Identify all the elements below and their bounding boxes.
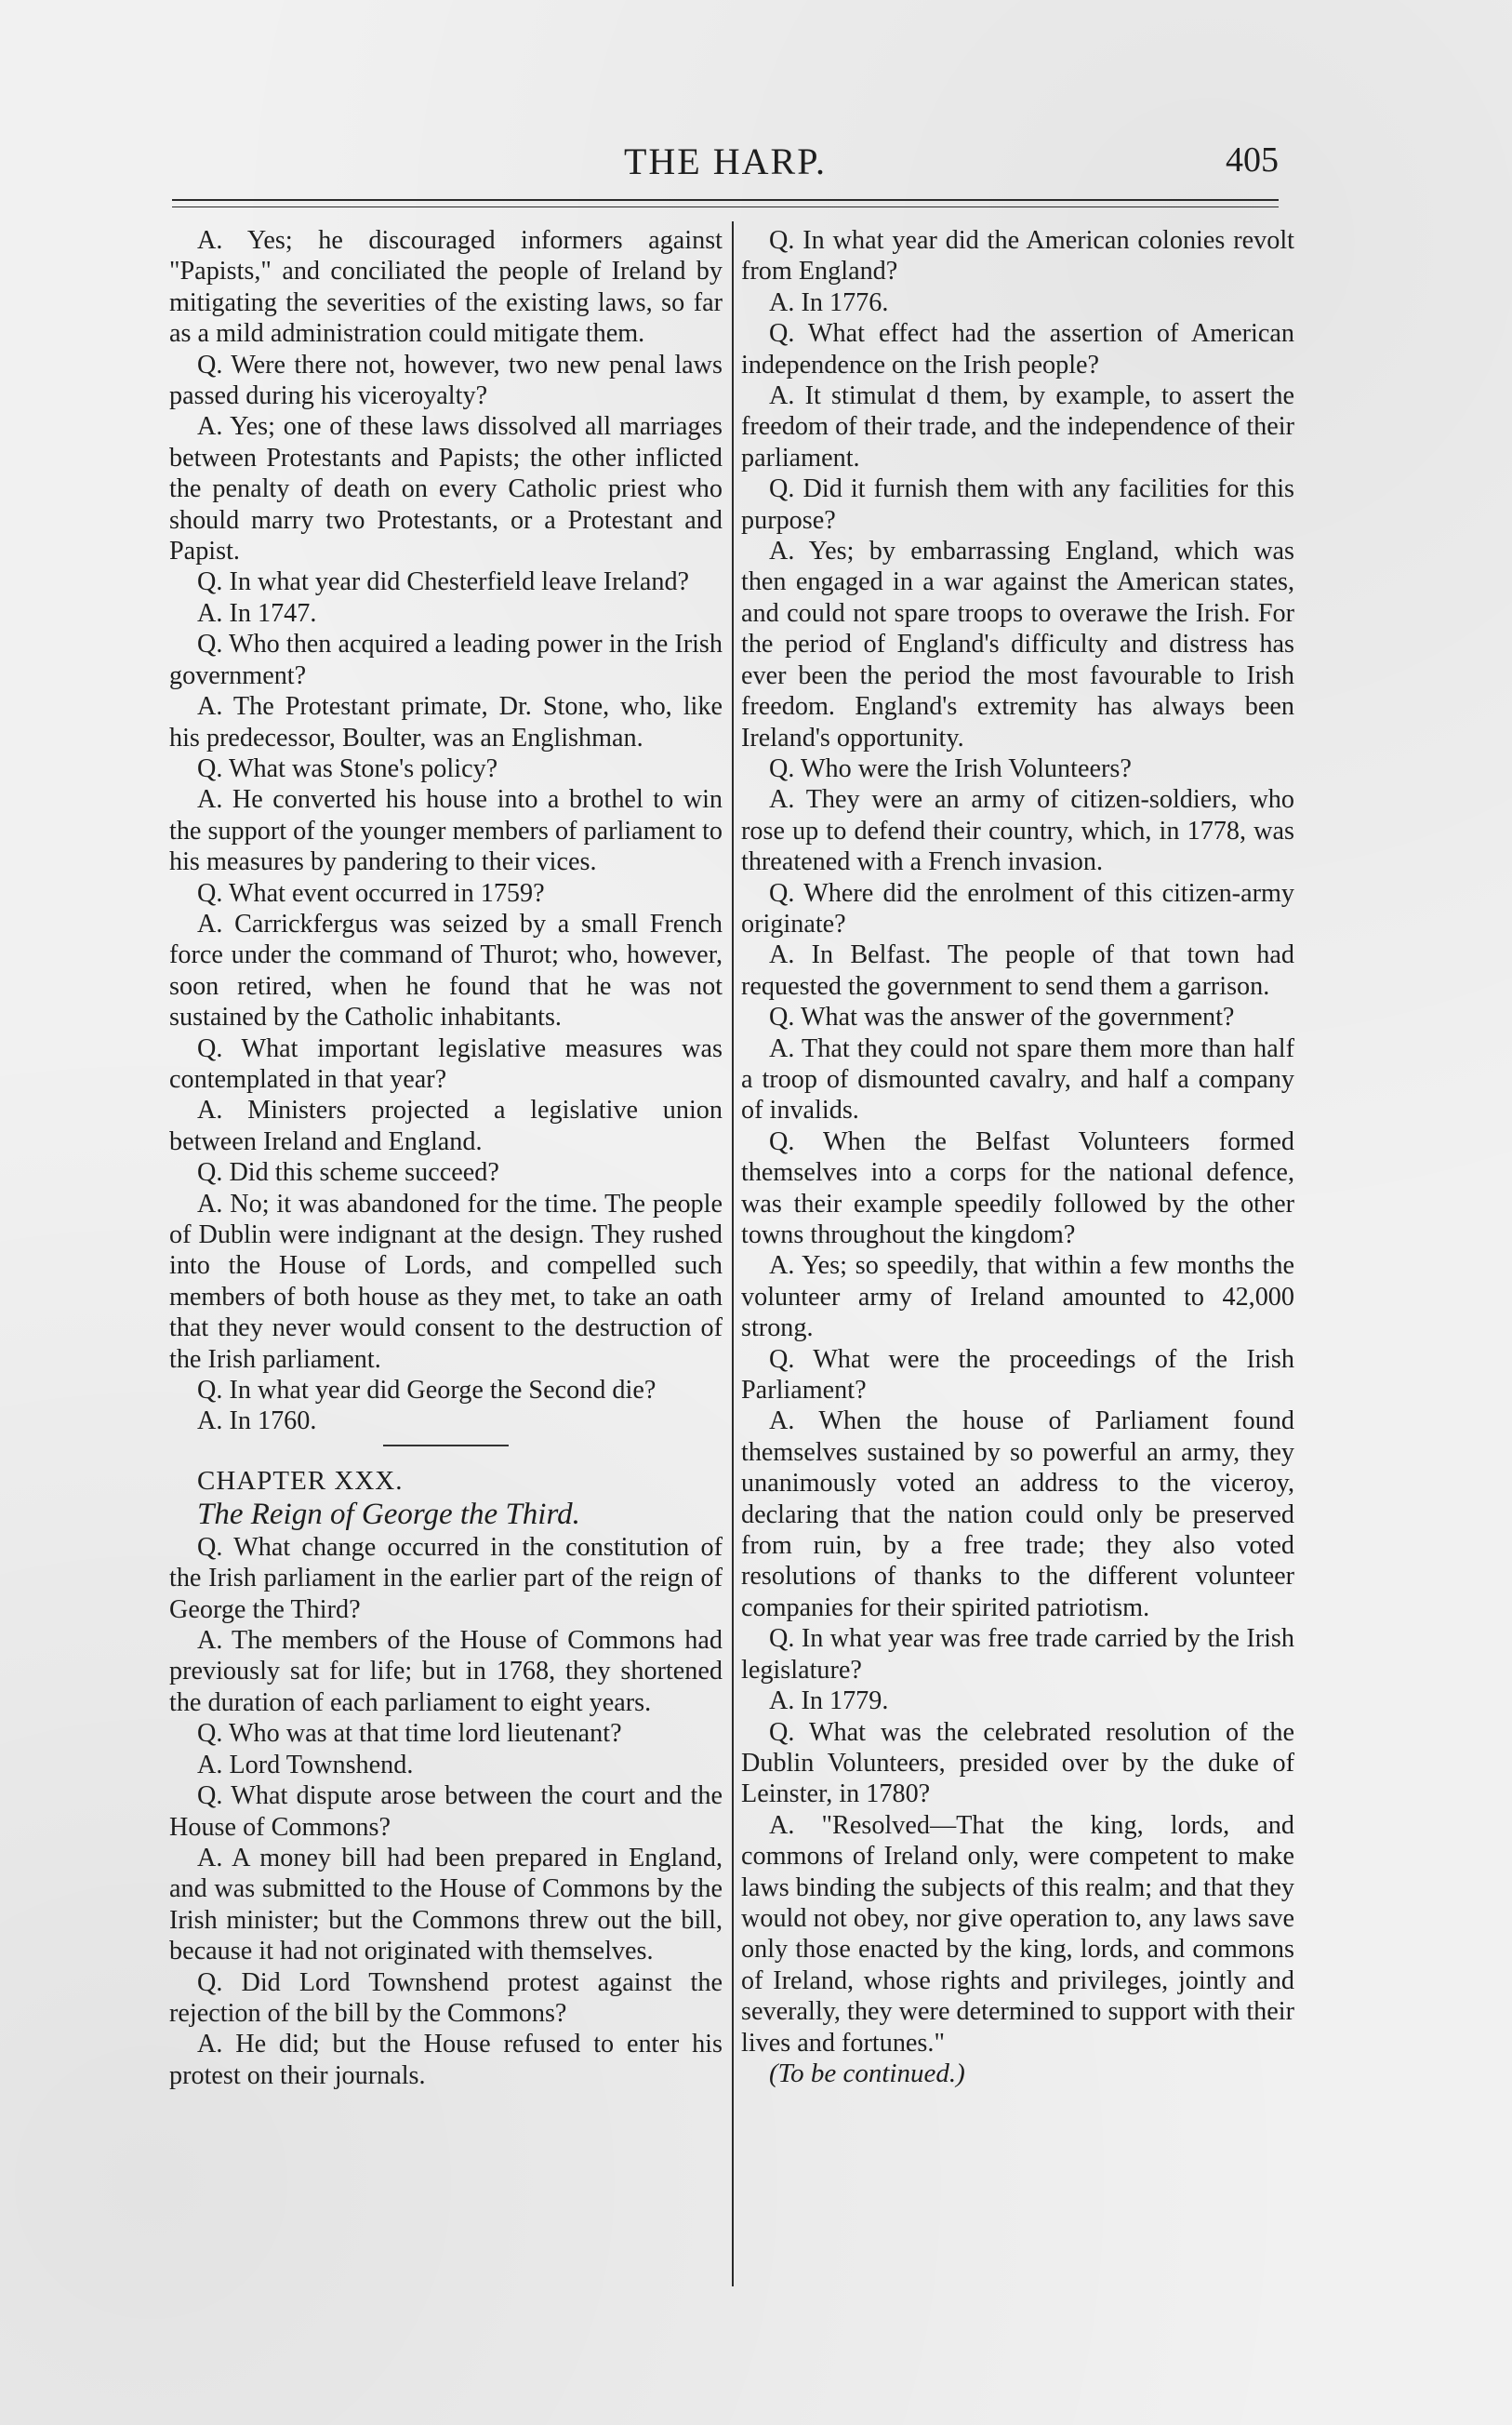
qa-paragraph: Q. What dispute arose between the court and the House of Commons? <box>169 1781 723 1842</box>
qa-paragraph: A. No; it was abandoned for the time. The people of Dublin were indignant at the design. They rushed into the House of Lords, and compelled such members of both house as they met, to take an oath that they never would consent to the destruction of the Irish parliament. <box>169 1189 723 1374</box>
qa-paragraph: Q. In what year did Chesterfield leave Ireland? <box>197 567 690 597</box>
column-divider <box>732 221 734 2286</box>
qa-paragraph: A. Yes; by embarrassing England, which was then engaged in a war against the American states, and could not spare troops to overawe the Irish. For the period of England's difficulty and distress has ever been the period the most favourable to Irish freedom. England's extremity has always been Ireland's opportunity. <box>741 537 1294 753</box>
qa-paragraph: Q. In what year was free trade carried by the Irish legislature? <box>741 1624 1294 1685</box>
qa-paragraph: A. A money bill had been prepared in England, and was submitted to the House of Commons by the Irish minister; but the Commons threw out the bill, because it had not originated with themselves. <box>169 1843 723 1966</box>
qa-paragraph: A. In Belfast. The people of that town had requested the government to send them a garrison. <box>741 940 1294 1001</box>
qa-paragraph: A. The Protestant primate, Dr. Stone, who, like his predecessor, Boulter, was an Englishman. <box>169 692 723 753</box>
left-column <box>169 225 723 2091</box>
qa-paragraph: A. He did; but the House refused to enter his protest on their journals. <box>169 2030 723 2090</box>
qa-paragraph: A. Ministers projected a legislative union between Ireland and England. <box>169 1096 723 1156</box>
to-be-continued: (To be continued.) <box>769 2058 965 2088</box>
qa-paragraph: Q. Who then acquired a leading power in the Irish government? <box>169 630 723 690</box>
qa-paragraph: Q. Who were the Irish Volunteers? <box>769 753 1132 783</box>
qa-paragraph: Q. What was the answer of the government? <box>769 1003 1235 1033</box>
qa-paragraph: A. Yes; so speedily, that within a few months the volunteer army of Ireland amounted to 42,000 strong. <box>741 1251 1294 1343</box>
right-column <box>741 225 1294 2089</box>
qa-paragraph: Q. In what year did George the Second die? <box>197 1376 657 1406</box>
running-title: THE HARP. <box>623 140 828 182</box>
qa-paragraph: Q. What change occurred in the constitution of the Irish parliament in the earlier part of the reign of George the Third? <box>169 1532 723 1624</box>
qa-paragraph: A. Yes; he discouraged informers against "Papists," and conciliated the people of Ireland by mitigating the severities of the existing laws, so far as a mild administration could mitigate them. <box>169 226 723 349</box>
qa-paragraph: A. "Resolved—That the king, lords, and commons of Ireland only, were competent to make laws binding the subjects of this realm; and that they would not obey, nor give operation to, any laws save only those enacted by the king, lords, and commons of Ireland, whose rights and privileges, jointly and severally, they were determined to support with their lives and fortunes." <box>741 1810 1294 2058</box>
qa-paragraph: Q. Did it furnish them with any facilities for this purpose? <box>741 474 1294 535</box>
qa-paragraph: A. In 1760. <box>197 1406 317 1436</box>
qa-paragraph: A. That they could not spare them more than half a troop of dismounted cavalry, and half a company of invalids. <box>741 1033 1294 1126</box>
qa-paragraph: A. The members of the House of Commons had previously sat for life; but in 1768, they shortened the duration of each parliament to eight years. <box>169 1626 723 1717</box>
qa-paragraph: A. In 1779. <box>769 1686 889 1716</box>
page-header <box>172 140 1279 195</box>
qa-paragraph: Q. What was Stone's policy? <box>197 753 498 783</box>
qa-paragraph: Q. Where did the enrolment of this citizen-army originate? <box>741 878 1294 939</box>
qa-paragraph: A. Yes; one of these laws dissolved all marriages between Protestants and Papists; the other inflicted the penalty of death on every Catholic priest who should marry two Protestants, or a Protestant and Papist. <box>169 412 723 566</box>
qa-paragraph: A. It stimulat d them, by example, to assert the freedom of their trade, and the independence of their parliament. <box>741 381 1294 473</box>
qa-paragraph: A. He converted his house into a brothel to win the support of the younger members of parliament to his measures by pandering to their vices. <box>169 785 723 877</box>
qa-paragraph: A. In 1747. <box>197 598 317 628</box>
qa-paragraph: Q. Did this scheme succeed? <box>197 1158 499 1188</box>
chapter-subtitle: The Reign of George the Third. <box>197 1497 580 1531</box>
qa-paragraph: Q. What important legislative measures was contemplated in that year? <box>169 1033 723 1094</box>
qa-paragraph: Q. Did Lord Townshend protest against the rejection of the bill by the Commons? <box>169 1967 723 2028</box>
qa-paragraph: Q. Who was at that time lord lieutenant? <box>197 1719 622 1749</box>
qa-paragraph: A. They were an army of citizen-soldiers, who rose up to defend their country, which, in 1778, was threatened with a French invasion. <box>741 785 1294 877</box>
qa-paragraph: Q. What event occurred in 1759? <box>197 878 545 908</box>
chapter-rule <box>383 1445 509 1446</box>
qa-paragraph: Q. What was the celebrated resolution of the Dublin Volunteers, presided over by the duke of Leinster, in 1780? <box>741 1717 1294 1809</box>
qa-paragraph: Q. What effect had the assertion of American independence on the Irish people? <box>741 319 1294 380</box>
page-number: 405 <box>1226 140 1279 180</box>
left-paragraphs-a <box>169 225 723 1437</box>
qa-paragraph: A. Carrickfergus was seized by a small French force under the command of Thurot; who, however, soon retired, when he found that he was not sustained by the Catholic inhabitants. <box>169 909 723 1033</box>
qa-paragraph: Q. Were there not, however, two new penal laws passed during his viceroyalty? <box>169 350 723 411</box>
chapter-title: CHAPTER XXX. <box>197 1465 404 1496</box>
qa-paragraph: A. Lord Townshend. <box>197 1750 414 1779</box>
qa-paragraph: Q. When the Belfast Volunteers formed themselves into a corps for the national defence, was their example speedily followed by the other towns throughout the kingdom? <box>741 1126 1294 1249</box>
qa-paragraph: A. When the house of Parliament found themselves sustained by so powerful an army, they unanimously voted an address to the viceroy, declaring that the nation could only be preserved from ruin, by a free trade; they also voted resolutions of thanks to the different volunteer companies for their spirited patriotism. <box>741 1406 1294 1622</box>
header-rule <box>172 199 1279 201</box>
left-paragraphs-b <box>169 1532 723 2091</box>
qa-paragraph: A. In 1776. <box>769 287 889 317</box>
qa-paragraph: Q. In what year did the American colonies revolt from England? <box>741 226 1294 286</box>
right-paragraphs <box>741 225 1294 2059</box>
qa-paragraph: Q. What were the proceedings of the Irish Parliament? <box>741 1344 1294 1406</box>
